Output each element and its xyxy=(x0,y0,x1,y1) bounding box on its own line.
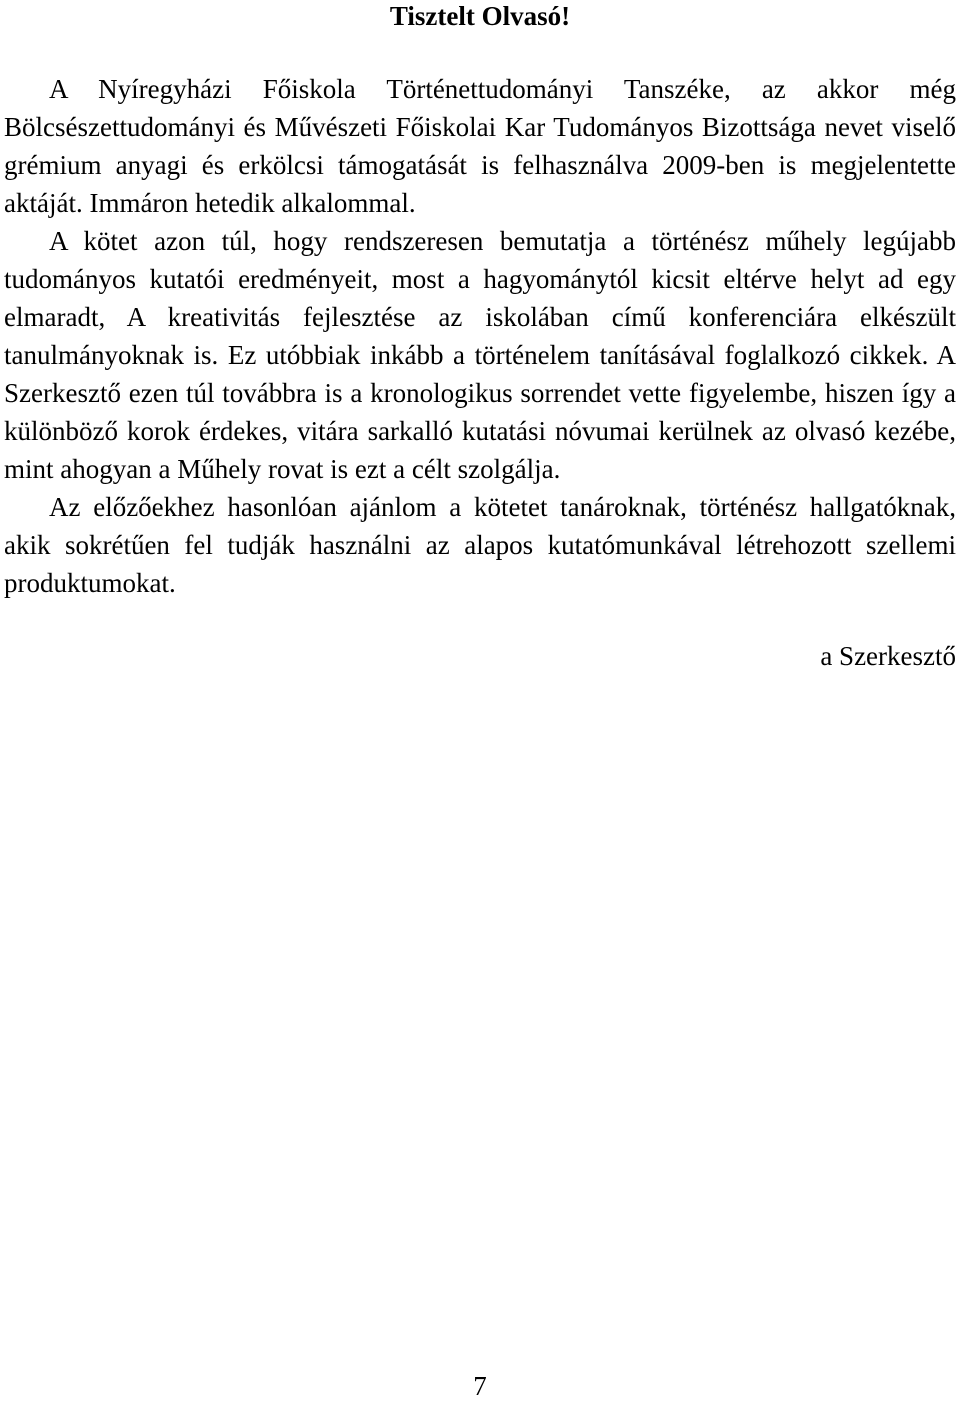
document-page xyxy=(4,0,956,675)
page-number: 7 xyxy=(473,1371,487,1401)
paragraph-content: A kötet azon túl, hogy rendszeresen bemutatja a történész műhely legújabb tudományos kutatói eredményeit, most a hagyománytól kicsit eltérve helyt ad egy elmaradt, A kreativitás fejlesztése az iskolában című konferenciára elkészült tanulmányoknak is. Ez utóbbiak inkább a történelem tanításával foglalkozó cikkek. A Szerkesztő ezen túl továbbra is a kronologikus sorrendet vette figyelembe, hiszen így a különböző korok érdekes, vitára sarkalló kutatási nóvumai kerülnek az olvasó kezébe, mint ahogyan a Műhely rovat is ezt a célt szolgálja. xyxy=(4,226,956,484)
body-text xyxy=(4,70,956,602)
page-title: Tisztelt Olvasó! xyxy=(389,1,571,31)
signature: a Szerkesztő xyxy=(820,641,956,671)
paragraph-intro: A Nyíregyházi Főiskola Történettudományi Tanszéke, az akkor még Bölcsészettudományi és Művészeti Főiskolai Kar Tudományos Bizottsága nevet viselő grémium anyagi és erkölcsi támogatását is felhasználva 2009-ben is megjelentette aktáját. Immáron hetedik alkalommal. xyxy=(4,74,956,218)
paragraph-recommendation: Az előzőekhez hasonlóan ajánlom a kötetet tanároknak, történész hallgatóknak, akik sokrétűen fel tudják használni az alapos kutatómunkával létrehozott szellemi produktumokat. xyxy=(4,492,956,598)
